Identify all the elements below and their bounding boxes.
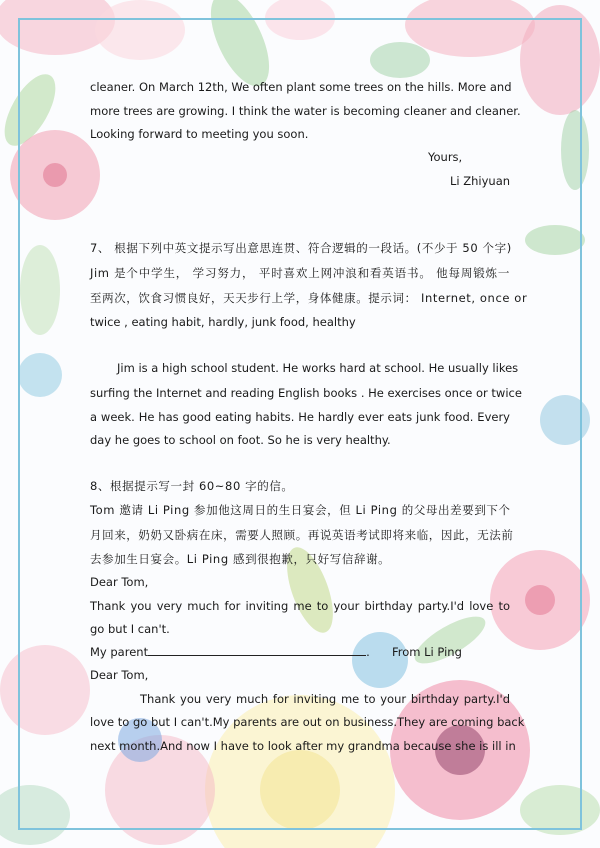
letter1-line: Looking forward to meeting you soon. [90,127,309,141]
q8-letter-line: go but I can't. [90,622,170,636]
q8-instruction: 8、根据提示写一封 60~80 字的信。 [90,479,294,493]
fill-in-blank [148,645,366,656]
q8-blank-suffix: . [366,645,370,659]
q8-answer-line: Thank you very much for inviting me to your birthday party.I'd [140,692,510,706]
q8-greeting: Dear Tom, [90,575,149,589]
q8-prompt-line: 月回来，奶奶又卧病在床，需要人照顾。再说英语考试即将来临，因此，无法前 [90,528,514,542]
letter1-line: more trees are growing. I think the water is becoming cleaner and cleaner. [90,104,521,118]
q8-answer-greeting: Dear Tom, [90,668,149,682]
q8-letter-line: Thank you very much for inviting me to your birthday party.I'd love to [90,599,510,613]
q8-blank-line [90,644,370,660]
q7-prompt-line: Jim 是个中学生， 学习努力， 平时喜欢上网冲浪和看英语书。 他每周锻炼一 [90,266,510,280]
letter1-signature: Li Zhiyuan [450,174,511,188]
q7-answer-line: day he goes to school on foot. So he is very healthy. [90,433,391,447]
q8-prompt-line: 去参加生日宴会。Li Ping 感到很抱歉，只好写信辞谢。 [90,552,391,566]
q7-instruction: 7、 根据下列中英文提示写出意思连贯、符合逻辑的一段话。(不少于 50 个字) [90,241,512,255]
q7-answer-line: surfing the Internet and reading English books . He exercises once or twice [90,386,522,400]
q7-answer-line: a week. He has good eating habits. He hardly ever eats junk food. Every [90,410,510,424]
q8-from: From Li Ping [392,645,462,659]
q8-answer-line: love to go but I can't.My parents are out on business.They are coming back [90,715,525,729]
q7-keywords: twice , eating habit, hardly, junk food, healthy [90,315,356,329]
q8-prompt-line: Tom 邀请 Li Ping 参加他这周日的生日宴会，但 Li Ping 的父母出差要到下个 [90,503,511,517]
letter1-closing: Yours, [428,150,463,164]
q8-answer-line: next month.And now I have to look after my grandma because she is ill in [90,739,516,753]
q7-prompt-line: 至两次，饮食习惯良好，天天步行上学，身体健康。提示词： Internet, once or [90,291,528,305]
q7-answer-line: Jim is a high school student. He works hard at school. He usually likes [117,361,519,375]
letter1-line: cleaner. On March 12th, We often plant some trees on the hills. More and [90,80,512,94]
q8-blank-prefix: My parent [90,645,149,659]
